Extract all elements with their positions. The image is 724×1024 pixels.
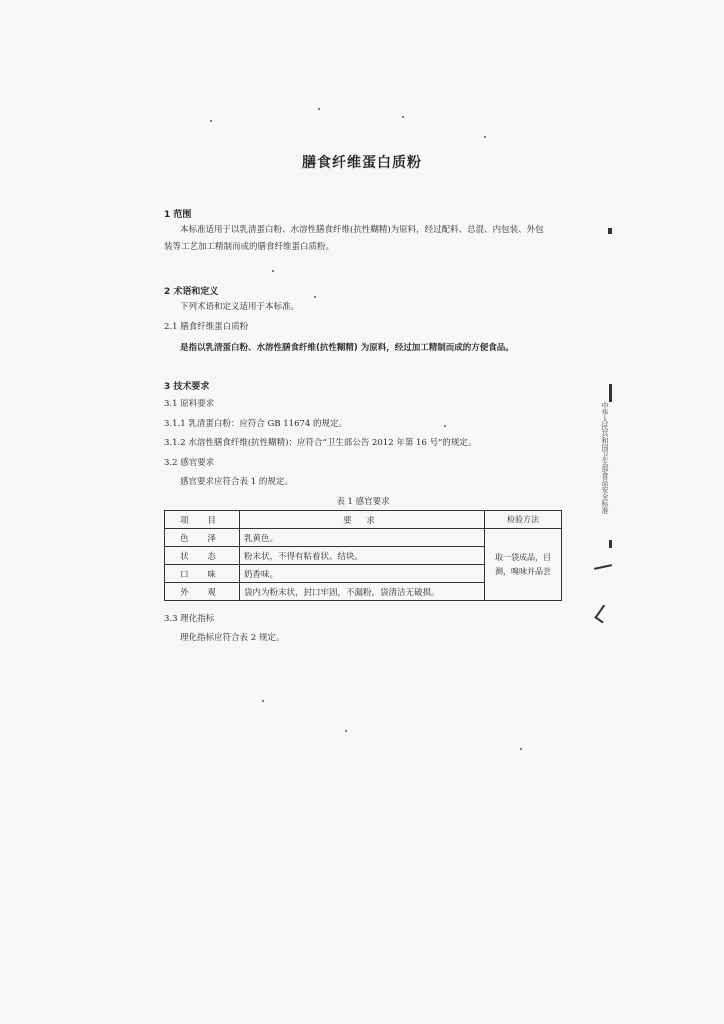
row-requirement: 粉末状，不得有粘着状、结块。 bbox=[240, 547, 485, 565]
margin-scan-text: 中华人民共和国卫生部食品安全标准 bbox=[601, 402, 609, 514]
speck bbox=[520, 748, 522, 750]
section-2-intro: 下列术语和定义适用于本标准。 bbox=[180, 302, 300, 312]
header-item: 项 目 bbox=[165, 511, 240, 529]
sensory-requirements-table bbox=[164, 510, 562, 601]
scan-mark bbox=[594, 605, 611, 624]
speck bbox=[262, 700, 264, 702]
speck bbox=[272, 270, 274, 272]
scan-mark bbox=[594, 564, 612, 570]
table-1-caption: 表 1 感官要求 bbox=[336, 497, 390, 507]
header-method: 检验方法 bbox=[485, 511, 562, 529]
header-requirement: 要 求 bbox=[240, 511, 485, 529]
row-item: 色 泽 bbox=[165, 529, 240, 547]
section-3-heading: 3 技术要求 bbox=[164, 382, 210, 392]
row-item: 外 观 bbox=[165, 583, 240, 601]
section-3-3-text: 理化指标应符合表 2 规定。 bbox=[180, 633, 285, 643]
item-3-1-2: 3.1.2 水溶性膳食纤维(抗性糊精)：应符合“卫生部公告 2012 年第 16 号”的规定。 bbox=[164, 438, 477, 448]
row-requirement: 袋内为粉末状，封口牢固，不漏粉，袋清洁无破损。 bbox=[240, 583, 485, 601]
section-2-heading: 2 术语和定义 bbox=[164, 287, 219, 297]
section-3-3: 3.3 理化指标 bbox=[164, 614, 215, 624]
scan-mark bbox=[609, 384, 612, 402]
row-requirement: 乳黄色。 bbox=[240, 529, 485, 547]
term-2-1: 2.1 膳食纤维蛋白质粉 bbox=[164, 322, 249, 332]
row-item: 状 态 bbox=[165, 547, 240, 565]
section-3-1: 3.1 原料要求 bbox=[164, 399, 215, 409]
row-requirement: 奶香味。 bbox=[240, 565, 485, 583]
section-1-heading: 1 范围 bbox=[164, 210, 192, 220]
scan-mark bbox=[608, 228, 612, 234]
section-1-line-1: 本标准适用于以乳清蛋白粉、水溶性膳食纤维(抗性糊精)为原料，经过配料、总混、内包装、外包 bbox=[180, 225, 544, 235]
term-2-1-definition: 是指以乳清蛋白粉、水溶性膳食纤维(抗性糊精) 为原料，经过加工精制而成的方便食品。 bbox=[180, 343, 514, 353]
speck bbox=[345, 730, 347, 732]
table-header-row bbox=[165, 511, 562, 529]
section-1-line-2: 装等工艺加工精制而成的膳食纤维蛋白质粉。 bbox=[164, 242, 335, 252]
inspection-method: 取一袋成品，目测，嗅味并品尝 bbox=[485, 529, 562, 601]
section-3-2: 3.2 感官要求 bbox=[164, 458, 215, 468]
item-3-1-1: 3.1.1 乳清蛋白粉：应符合 GB 11674 的规定。 bbox=[164, 419, 348, 429]
row-item: 口 味 bbox=[165, 565, 240, 583]
speck bbox=[484, 136, 486, 138]
speck bbox=[444, 425, 446, 427]
document-title: 膳食纤维蛋白质粉 bbox=[302, 155, 422, 171]
speck bbox=[314, 296, 316, 298]
speck bbox=[402, 116, 404, 118]
speck bbox=[210, 120, 212, 122]
table-row bbox=[165, 529, 562, 547]
scan-mark bbox=[609, 540, 612, 548]
section-3-2-text: 感官要求应符合表 1 的规定。 bbox=[180, 477, 293, 487]
speck bbox=[318, 108, 320, 110]
